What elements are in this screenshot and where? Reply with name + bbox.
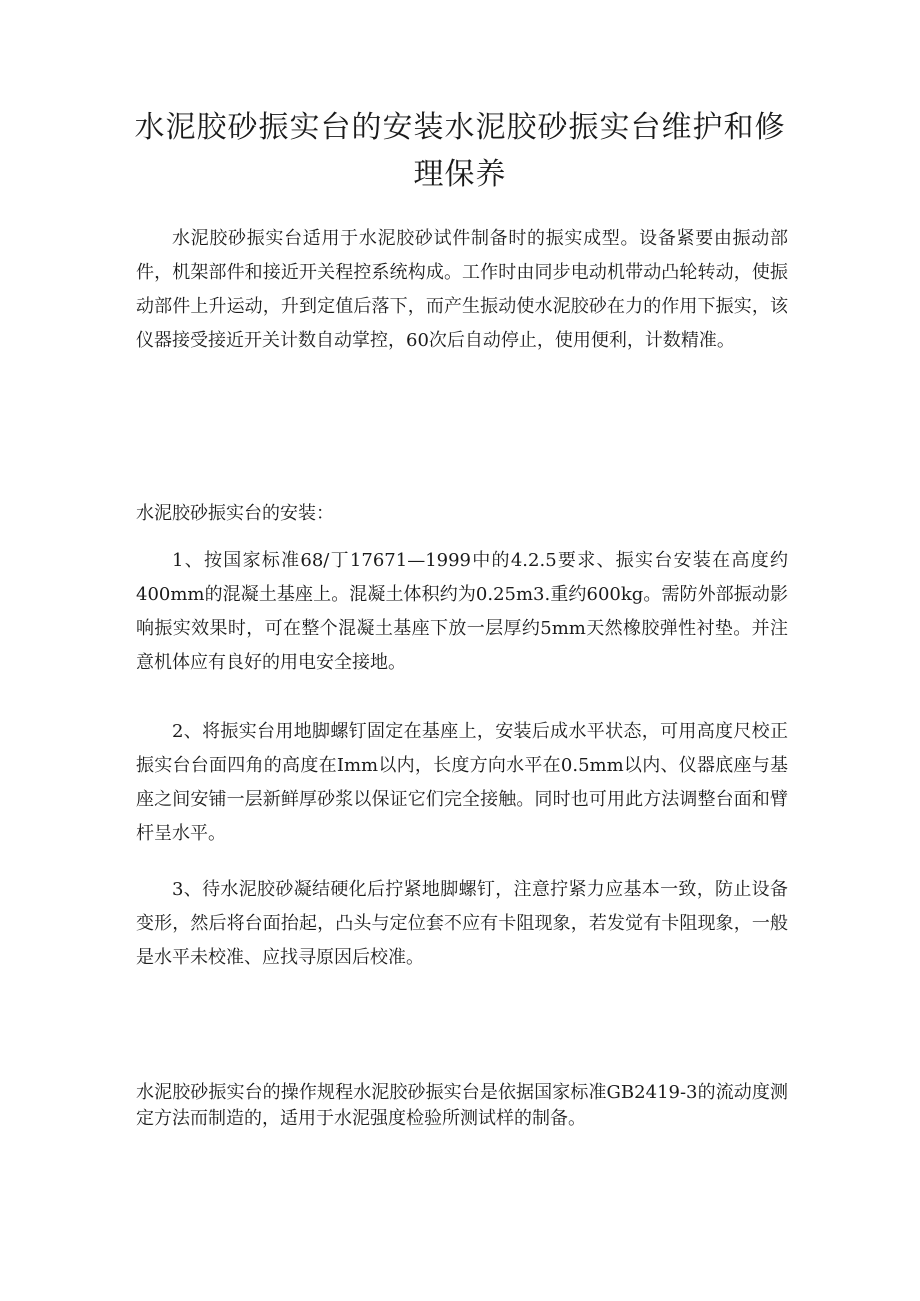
installation-step-3: 3、待水泥胶砂凝结硬化后拧紧地脚螺钉，注意拧紧力应基本一致，防止设备变形，然后将台面抬起，凸头与定位套不应有卡阻现象，若发觉有卡阻现象，一般是水平未校准、应找寻原因后校准。 <box>136 879 788 968</box>
operation-paragraph: 水泥胶砂振实台的操作规程水泥胶砂振实台是依据国家标准GB2419-3的流动度测定方法而制造的，适用于水泥强度检验所测试样的制备。 <box>136 1082 788 1129</box>
document-title: 水泥胶砂振实台的安装水泥胶砂振实台维护和修理保养 <box>134 110 786 192</box>
intro-paragraph: 水泥胶砂振实台适用于水泥胶砂试件制备时的振实成型。设备紧要由振动部件，机架部件和接近开关程控系统构成。工作时由同步电动机带动凸轮转动，使振动部件上升运动，升到定值后落下，而产生振动使水泥胶砂在力的作用下振实，该仪器接受接近开关计数自动掌控，60次后自动停止，使用便利，计数精准。 <box>136 228 788 351</box>
installation-heading: 水泥胶砂振实台的安装： <box>136 503 334 524</box>
installation-step-1: 1、按国家标准68/丁17671—1999中的4.2.5要求、振实台安装在高度约400mm的混凝土基座上。混凝土体积约为0.25m3.重约600kg。需防外部振动影响振实效果时，可在整个混凝土基座下放一层厚约5mm天然橡胶弹性衬垫。并注意机体应有良好的用电安全接地。 <box>136 550 788 673</box>
installation-step-2: 2、将振实台用地脚螺钉固定在基座上，安装后成水平状态，可用高度尺校正振实台台面四角的高度在Imm以内，长度方向水平在0.5mm以内、仪器底座与基座之间安铺一层新鲜厚砂浆以保证它们完全接触。同时也可用此方法调整台面和臂杆呈水平。 <box>136 721 788 844</box>
